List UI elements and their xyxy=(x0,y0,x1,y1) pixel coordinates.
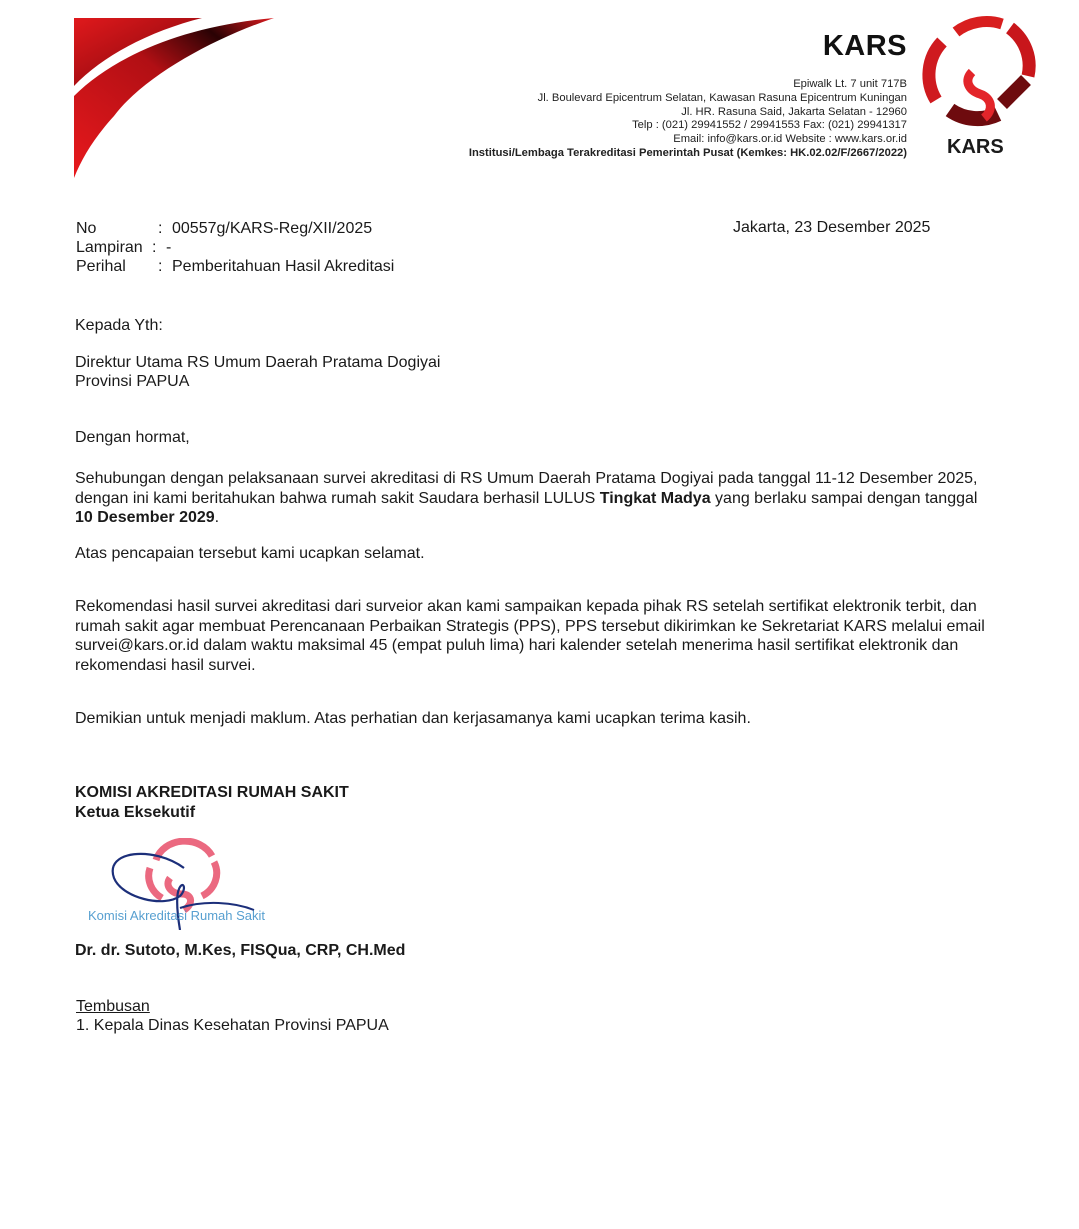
letter-attachment xyxy=(76,238,171,257)
accreditation-level: Tingkat Madya xyxy=(599,489,711,507)
paragraph-recommendation: Rekomendasi hasil survei akreditasi dari surveior akan kami sampaikan kepada pihak RS setelah sertifikat elektronik terbit, dan rumah sakit agar membuat Perencanaan Perbaikan Strategis (PPS), PPS tersebut dikirimkan ke Sekretariat KARS melalui email survei@kars.or.id dalam waktu maksimal 45 (empat puluh lima) hari kalender setelah menerima hasil sertifikat elektronik dan rekomendasi hasil survei. xyxy=(75,598,985,674)
letterhead-address xyxy=(469,78,907,161)
stamp-text: Komisi Akreditasi Rumah Sakit xyxy=(88,908,266,923)
attachment-label: Lampiran xyxy=(76,239,143,256)
address-line: Jl. Boulevard Epicentrum Selatan, Kawasan Rasuna Epicentrum Kuningan xyxy=(537,91,907,104)
paragraph-text: . xyxy=(214,509,220,526)
recipient-line-1: Direktur Utama RS Umum Daerah Pratama Dogiyai xyxy=(75,354,441,371)
signature-org: KOMISI AKREDITASI RUMAH SAKIT xyxy=(75,784,349,801)
separator: : xyxy=(158,220,163,237)
expiry-date: 10 Desember 2029 xyxy=(75,509,215,526)
phone-line: Telp : (021) 29941552 / 29941553 Fax: (021) 29941317 xyxy=(632,119,907,132)
kars-logo-caption: KARS xyxy=(947,136,1004,158)
corner-swoosh-decoration xyxy=(74,16,278,178)
attachment-value: - xyxy=(166,239,172,256)
paragraph-text: Sehubungan dengan pelaksanaan survei akreditasi di RS Umum Daerah Pratama Dogiyai pada tanggal 11-12 Desember 2025, dengan ini kami beritahukan bahwa rumah sakit Saudara berhasil LULUS xyxy=(75,470,978,507)
paragraph-congrats: Atas pencapaian tersebut kami ucapkan selamat. xyxy=(75,545,425,562)
signature-stamp-image xyxy=(84,838,274,930)
signatory-name: Dr. dr. Sutoto, M.Kes, FISQua, CRP, CH.Med xyxy=(75,942,406,959)
greeting: Dengan hormat, xyxy=(75,429,190,446)
subject-value: Pemberitahuan Hasil Akreditasi xyxy=(172,258,395,275)
cc-item: 1. Kepala Dinas Kesehatan Provinsi PAPUA xyxy=(76,1017,389,1034)
paragraph-closing: Demikian untuk menjadi maklum. Atas perhatian dan kerjasamanya kami ucapkan terima kasih. xyxy=(75,710,751,727)
recipient-line-2: Provinsi PAPUA xyxy=(75,373,190,390)
cc-title: Tembusan xyxy=(76,998,150,1015)
kars-logo-icon xyxy=(914,14,1039,134)
paragraph-result xyxy=(75,469,995,528)
subject-label: Perihal xyxy=(76,258,126,275)
number-label: No xyxy=(76,220,97,237)
address-line: Jl. HR. Rasuna Said, Jakarta Selatan - 12960 xyxy=(681,105,907,118)
signature-position: Ketua Eksekutif xyxy=(75,804,196,821)
address-line: Epiwalk Lt. 7 unit 717B xyxy=(793,78,907,90)
accreditation-line: Institusi/Lembaga Terakreditasi Pemerintah Pusat (Kemkes: HK.02.02/F/2667/2022) xyxy=(468,146,907,159)
letter-date: Jakarta, 23 Desember 2025 xyxy=(733,219,931,236)
letter-subject xyxy=(76,257,394,276)
email-website-line: Email: info@kars.or.id Website : www.kars.or.id xyxy=(673,133,907,146)
separator: : xyxy=(158,258,163,275)
org-short-name: KARS xyxy=(822,30,907,62)
paragraph-text: yang berlaku sampai dengan tanggal xyxy=(710,489,978,507)
separator: : xyxy=(152,239,157,256)
number-value: 00557g/KARS-Reg/XII/2025 xyxy=(172,220,373,237)
letter-number xyxy=(76,219,372,238)
recipient-salutation: Kepada Yth: xyxy=(75,317,163,334)
